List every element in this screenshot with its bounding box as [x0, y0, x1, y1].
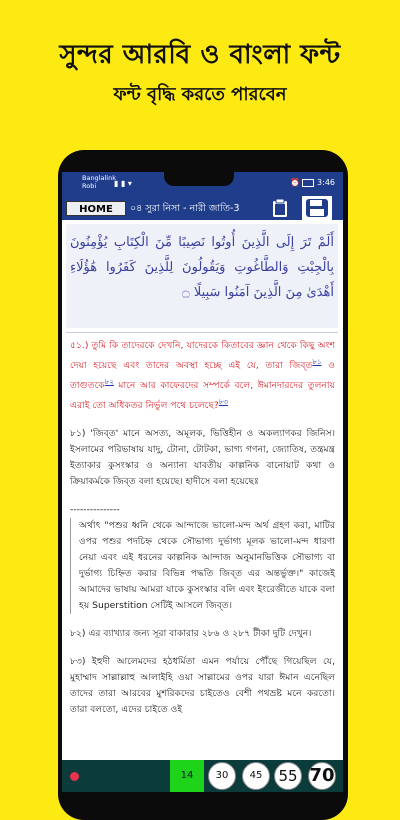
clock-time: 3:46: [317, 178, 335, 187]
hadith-explanation: অর্থাৎ "পশুর ধ্বনি থেকে আন্দাজে ভালো-মন্দ অর্থ গ্রহণ করা, মাটির ওপর পশুর পদচিহ্ন থেকে সৌভাগ্য দুর্ভাগ্য মূলক ভালো-মন্দ ধারণা নেয়া এবং এই ধরনের কাল্পনিক আন্দাজ অনুমানভিত্তিক সৌভাগ্য বা দুর্ভাগ্য চিহ্নিত করার বিভিন্ন পদ্ধতি জিব্‌ত এর অন্তর্ভুক্ত।" কাজেই আমাদের ভাষায় আমরা যাকে কুসংস্কার বলি এবং ইংরেজীতে যাকে বলা হয় Superstition সেটিই আসলে জিব্‌ত।: [70, 518, 335, 614]
tafsir-content[interactable]: [62, 338, 343, 760]
operator-label: Banglalink Robi: [82, 174, 116, 190]
translation-text: ৫১.) তুমি কি তাদেরকে দেখনি, যাদেরকে কিতাবের জ্ঞান থেকে কিছু অংশ দেয়া হয়েছে এবং তাদের অবস্থা হচ্ছে এই যে, তারা জিব্‌ত$^{৮১}$ ও তাগুতকে$^{৮২}$ মানে আর কাফেরদের সম্পর্কে বলে, ঈমানদারদের তুলনায় এরাই তো অধিকতর নির্ভুল পথে চলেছে?$^{৮৩}$: [70, 340, 336, 412]
footnote-link[interactable]: ৮২: [104, 378, 114, 387]
separator-dashes: ---------------: [70, 504, 120, 516]
note-82: ৮২) এর ব্যাখ্যার জন্য সূরা বাকারার ২৮৬ ও ২৮৭ টীকা দুটি দেখুন।: [70, 628, 312, 640]
phone-screen: [62, 172, 343, 792]
app-bar: [62, 196, 343, 220]
divider: [66, 332, 338, 333]
font-size-30-button[interactable]: 30: [208, 762, 236, 790]
promo-subheadline: ফন্ট বৃদ্ধি করতে পারবেন: [113, 84, 287, 105]
clipboard-icon[interactable]: [270, 198, 290, 218]
font-size-bar: [62, 760, 343, 792]
alarm-icon: ⏰: [289, 178, 300, 187]
status-bar: [62, 172, 343, 196]
font-size-selected[interactable]: 14: [170, 760, 204, 792]
footnote-link[interactable]: ৮১: [312, 358, 322, 366]
font-size-70-button[interactable]: 70: [308, 762, 336, 790]
signal-icon: ▮ ▮ ▾: [114, 179, 132, 188]
status-right: [290, 178, 335, 187]
page-title: ০৪ সুরা নিসা - নারী জাতি-3: [130, 203, 240, 214]
battery-icon: [302, 179, 314, 187]
note-81: ৮১) 'জিব্‌ত' মানে অসত্য, অমূলক, ভিত্তিহীন ও অকল্যাণকর জিনিস। ইসলামের পরিভাষায় যাদু, টোনা, টোটকা, ভাগ্য গণনা, জ্যোতিষ, তন্ত্রমন্ত্র ইত্যাকার কুসংস্কার ও অন্যান্য যাবতীয় কাল্পনিক বানোয়াট কথা ও ক্রিয়াকর্মকে জিব্‌ত বলা হয়েছে। হাদীসে বলা হয়েছেঃ: [70, 428, 335, 488]
font-size-45-button[interactable]: 45: [242, 762, 270, 790]
promo-headline: সুন্দর আরবি ও বাংলা ফন্ট: [59, 40, 341, 70]
home-button[interactable]: HOME: [66, 201, 126, 216]
footnote-link[interactable]: ৮৩: [218, 398, 228, 407]
arabic-verse: أَلَمْ تَرَ إِلَى الَّذِينَ أُوتُوا نَصِيبًا مِّنَ الْكِتَابِ يُؤْمِنُونَ بِالْجِبْتِ وَالطَّاغُوتِ وَيَقُولُونَ لِلَّذِينَ كَفَرُوا هَٰؤُلَاءِ أَهْدَىٰ مِنَ الَّذِينَ آمَنُوا سَبِيلًا ۝: [66, 224, 338, 328]
save-icon[interactable]: [302, 196, 332, 220]
record-dot-icon[interactable]: [70, 772, 79, 781]
note-83: ৮৩) ইহুদী আলেমদের হঠধর্মিতা এমন পর্যায়ে পৌঁছে গিয়েছিল যে, মুহাম্মাদ সাল্লাল্লাহু আলাইহি ওয়া সাল্লামের ওপর যারা ঈমান এনেছিল তাদের তারা আরবের মুশরিকদের চাইতেও বেশী পথভ্রষ্ট মনে করতো। তারা বলতো, এদের চাইতে ওই: [70, 656, 335, 716]
font-size-55-button[interactable]: 55: [274, 762, 302, 790]
camera-notch: [164, 172, 234, 186]
